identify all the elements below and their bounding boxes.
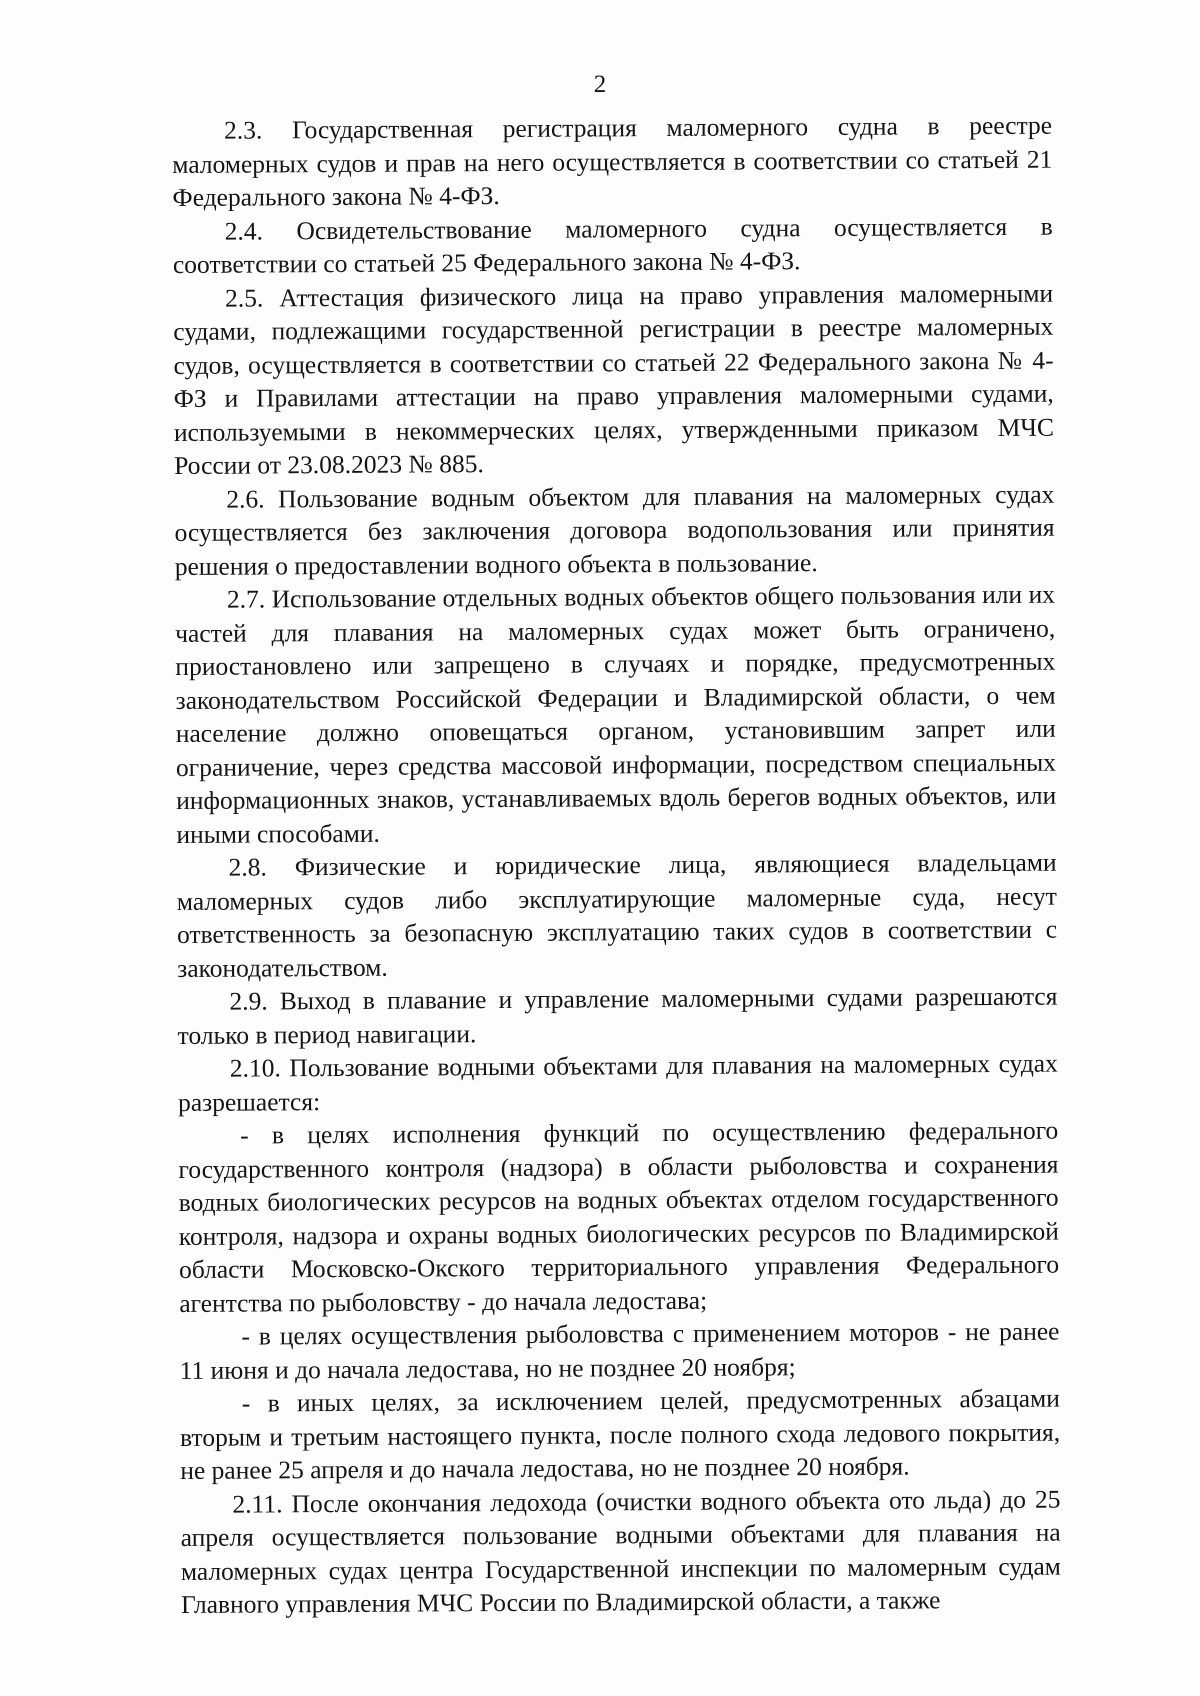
- document-body: [172, 109, 1061, 1622]
- paragraph-2-9: 2.9. Выход в плавание и управление маломерными судами разрешаются только в период навигации.: [177, 981, 1058, 1050]
- paragraph-2-7: 2.7. Использование отдельных водных объектов общего пользования или их частей для плавания на маломерных судах может быть ограничено, приостановлено или запрещено в случаях и порядке, предусмотренных законодательством Российской Федерации и Владимирской области, о чем население должно оповещаться органом, установившим запрет или ограничение, через средства массовой информации, посредством специальных информационных знаков, устанавливаемых вдоль берегов водных объектов, или иными способами.: [175, 579, 1057, 849]
- paragraph-2-5: 2.5. Аттестация физического лица на право управления маломерными судами, подлежащими государственной регистрации в реестре маломерных судов, осуществляется в соответствии со статьей 22 Федерального закона № 4-ФЗ и Правилами аттестации на право управления маломерными судами, используемыми в некоммерческих целях, утвержденными приказом МЧС России от 23.08.2023 № 885.: [173, 278, 1055, 480]
- paragraph-2-10: 2.10. Пользование водными объектами для плавания на маломерных судах разрешается:: [177, 1048, 1058, 1117]
- paragraph-2-6: 2.6. Пользование водным объектом для плавания на маломерных судах осуществляется без заключения договора водопользования или принятия решения о предоставлении водного объекта в пользование.: [174, 479, 1055, 581]
- paragraph-2-4: 2.4. Освидетельствование маломерного судна осуществляется в соответствии со статьей 25 Федерального закона № 4-ФЗ.: [172, 211, 1053, 279]
- list-item-fishing-purposes: - в целях осуществления рыболовства с применением моторов - не ранее 11 июня и до начала ледостава, но не позднее 20 ноября;: [179, 1316, 1060, 1385]
- paragraph-2-8: 2.8. Физические и юридические лица, являющиеся владельцами маломерных судов либо эксплуатирующие маломерные суда, несут ответственность за безопасную эксплуатацию таких судов в соответствии с законодательством.: [176, 847, 1058, 983]
- list-item-control-purposes: - в целях исполнения функций по осуществлению федерального государственного контроля (надзора) в области рыболовства и сохранения водных биологических ресурсов на водных объектах отделом государственного контроля, надзора и охраны водных биологических ресурсов по Владимирской области Московско-Окского территориального управления Федерального агентства по рыболовству - до начала ледостава;: [178, 1115, 1060, 1318]
- paragraph-2-3: 2.3. Государственная регистрация маломерного судна в реестре маломерных судов и прав на него осуществляется в соответствии со статьей 21 Федерального закона № 4-ФЗ.: [172, 110, 1053, 212]
- list-item-other-purposes: - в иных целях, за исключением целей, предусмотренных абзацами вторым и третьим настоящего пункта, после полного схода ледового покрытия, не ранее 25 апреля и до начала ледостава, но не позднее 20 ноября.: [179, 1383, 1061, 1485]
- paragraph-2-11: 2.11. После окончания ледохода (очистки водного объекта ото льда) до 25 апреля осуществляется пользование водными объектами для плавания на маломерных судах центра Государственной инспекции по маломерным судам Главного управления МЧС России по Владимирской области, а также: [180, 1484, 1061, 1619]
- page-number: 2: [593, 71, 607, 98]
